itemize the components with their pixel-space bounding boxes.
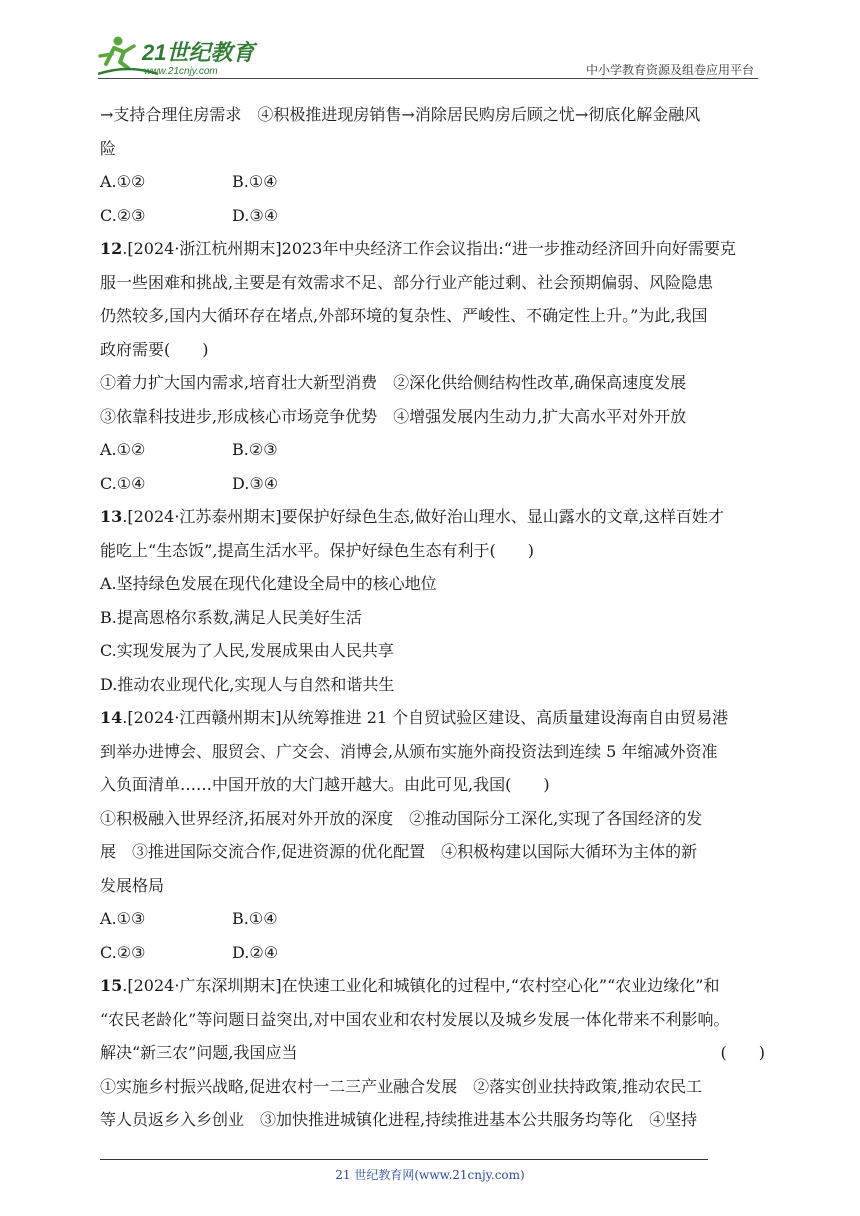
platform-title: 中小学教育资源及组卷应用平台 xyxy=(585,63,754,77)
question-line: 政府需要( ) xyxy=(100,339,209,359)
option-b[interactable]: B.提高恩格尔系数,满足人民美好生活 xyxy=(100,607,362,627)
question-15-stem xyxy=(100,969,765,1003)
option-d[interactable]: D.②④ xyxy=(232,942,279,962)
option-row xyxy=(100,433,765,467)
option-row xyxy=(100,467,765,501)
question-line: 能吃上“生态饭”,提高生活水平。保护好绿色生态有利于( ) xyxy=(100,540,534,560)
option-c[interactable]: C.②③ xyxy=(100,205,146,225)
option-a[interactable]: A.①③ xyxy=(100,909,146,928)
question-number: 15 xyxy=(100,976,123,995)
logo-main-text: 21世纪教育 xyxy=(142,40,255,65)
option-a[interactable]: A.①② xyxy=(100,172,146,191)
question-content xyxy=(100,98,765,1137)
question-number: 12 xyxy=(100,239,123,258)
question-line: →支持合理住房需求 ④积极推进现房销售→消除居民购房后顾之忧→彻底化解金融风 xyxy=(100,105,701,124)
statement-line: ①实施乡村振兴战略,促进农村一二三产业融合发展 ②落实创业扶持政策,推动农民工 xyxy=(100,1076,703,1096)
site-logo[interactable] xyxy=(98,34,278,78)
option-c[interactable]: C.①④ xyxy=(100,473,146,493)
question-line: 入负面清单……中国开放的大门越开越大。由此可见,我国( ) xyxy=(100,775,550,794)
question-number: 13 xyxy=(100,507,123,526)
question-number: 14 xyxy=(100,708,123,727)
option-row xyxy=(100,199,765,233)
statement-line: 展 ③推进国际交流合作,促进资源的优化配置 ④积极构建以国际大循环为主体的新 xyxy=(100,842,698,861)
option-row xyxy=(100,936,765,970)
option-d[interactable]: D.推动农业现代化,实现人与自然和谐共生 xyxy=(100,674,395,694)
statement-line: ①积极融入世界经济,拓展对外开放的深度 ②推动国际分工深化,实现了各国经济的发 xyxy=(100,808,703,828)
option-a[interactable]: A.坚持绿色发展在现代化建设全局中的核心地位 xyxy=(100,574,437,593)
option-b[interactable]: B.①④ xyxy=(232,909,278,928)
option-row xyxy=(100,902,765,936)
option-c[interactable]: C.实现发展为了人民,发展成果由人民共享 xyxy=(100,641,394,660)
footer-divider xyxy=(100,1159,708,1160)
answer-blank: ( ) xyxy=(720,1043,765,1062)
option-a[interactable]: A.①② xyxy=(100,440,146,459)
question-line: .[2024·江苏泰州期末]要保护好绿色生态,做好治山理水、显山露水的文章,这样百姓才 xyxy=(122,507,724,526)
statement-line: 发展格局 xyxy=(100,875,165,895)
question-14-stem xyxy=(100,701,765,735)
option-row xyxy=(100,165,765,199)
question-line: .[2024·广东深圳期末]在快速工业化和城镇化的过程中,“农村空心化”“农业边缘化”和 xyxy=(122,976,720,995)
option-c[interactable]: C.②③ xyxy=(100,942,146,962)
question-line: 到举办进博会、服贸会、广交会、消博会,从颁布实施外商投资法到连续 5 年缩减外资准 xyxy=(100,741,718,761)
question-line: 险 xyxy=(100,138,117,158)
question-line: .[2024·浙江杭州期末]2023年中央经济工作会议指出:“进一步推动经济回升向好需要克 xyxy=(122,239,736,258)
statement-line: ③依靠科技进步,形成核心市场竞争优势 ④增强发展内生动力,扩大高水平对外开放 xyxy=(100,406,687,426)
question-line-with-blank xyxy=(100,1036,765,1070)
option-b[interactable]: B.②③ xyxy=(232,440,278,459)
question-line: 解决“新三农”问题,我国应当 xyxy=(100,1043,298,1062)
option-d[interactable]: D.③④ xyxy=(232,205,279,225)
question-line: .[2024·江西赣州期末]从统筹推进 21 个自贸试验区建设、高质量建设海南自由贸易港 xyxy=(122,708,729,727)
question-13-stem xyxy=(100,500,765,534)
header-divider xyxy=(98,78,758,79)
option-b[interactable]: B.①④ xyxy=(232,172,278,191)
statement-line: ①着力扩大国内需求,培育壮大新型消费 ②深化供给侧结构性改革,确保高速度发展 xyxy=(100,373,687,392)
question-line: “农民老龄化”等问题日益突出,对中国农业和农村发展以及城乡发展一体化带来不利影响。 xyxy=(100,1009,730,1029)
logo-sub-text: www.21cnjy.com xyxy=(144,66,218,77)
statement-line: 等人员返乡入乡创业 ③加快推进城镇化进程,持续推进基本公共服务均等化 ④坚持 xyxy=(100,1110,698,1129)
question-line: 仍然较多,国内大循环存在堵点,外部环境的复杂性、严峻性、不确定性上升。”为此,我国 xyxy=(100,306,708,325)
page-header xyxy=(98,30,758,80)
footer-link[interactable]: 21 世纪教育网(www.21cnjy.com) xyxy=(335,1168,525,1182)
option-d[interactable]: D.③④ xyxy=(232,473,279,493)
question-line: 服一些困难和挑战,主要是有效需求不足、部分行业产能过剩、社会预期偏弱、风险隐患 xyxy=(100,272,714,292)
question-12-stem xyxy=(100,232,765,266)
